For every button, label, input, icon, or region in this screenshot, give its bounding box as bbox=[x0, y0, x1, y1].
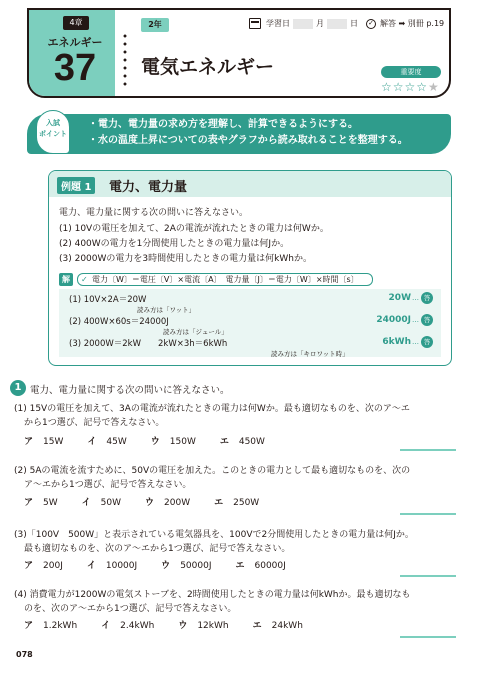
star-outline-icon: ☆☆☆☆ bbox=[381, 80, 429, 94]
example-header bbox=[49, 171, 451, 197]
leader-dots: … bbox=[412, 338, 419, 346]
dotted-divider bbox=[123, 32, 127, 88]
answer-line[interactable] bbox=[400, 575, 456, 577]
choice: ウ 12kWh bbox=[178, 621, 229, 631]
question-text: から1つ選び、記号で答えなさい。 bbox=[24, 418, 165, 428]
answer-mark: 答 bbox=[421, 314, 433, 326]
question-text: ア～エから1つ選び、記号で答えなさい。 bbox=[24, 480, 192, 490]
choice: ウ 150W bbox=[150, 437, 196, 447]
question-text: 最も適切なものを、次のア～エから1つ選び、記号で答えなさい。 bbox=[24, 544, 291, 554]
choice: ア 1.2kWh bbox=[24, 621, 78, 631]
key-point: ・水の温度上昇についての表やグラフから読み取れることを整理する。 bbox=[88, 135, 408, 146]
example-intro: 電力、電力量に関する次の問いに答えなさい。 bbox=[59, 208, 249, 218]
key-points-badge bbox=[36, 110, 70, 154]
choice: エ 450W bbox=[219, 437, 265, 447]
solution-work: (3) 2000W＝2kW 2kW×3h＝6kWh bbox=[69, 339, 228, 349]
formula-box: ✓ 電力〔W〕＝電圧〔V〕×電流〔A〕 電力量〔J〕＝電力〔W〕×時間〔s〕 bbox=[77, 273, 373, 286]
reading-note: 読み方は「キロワット時」 bbox=[271, 350, 349, 358]
example-tag: 例題 1 bbox=[57, 177, 95, 194]
chapter-header bbox=[27, 8, 451, 98]
solution-answer: 6kWh bbox=[382, 337, 411, 347]
month-label: 月 bbox=[316, 19, 324, 28]
question-text: のを、次のア～エから1つ選び、記号で答えなさい。 bbox=[24, 604, 237, 614]
choice: ウ 50000J bbox=[161, 561, 212, 571]
question-text: (4) 消費電力が1200Wの電気ストーブを、2時間使用したときの電力量は何kWhか。最も適切なも bbox=[14, 590, 411, 600]
answer-reference: 解答 ➡ 別冊 p.19 bbox=[380, 19, 445, 28]
example-title: 電力、電力量 bbox=[109, 180, 188, 195]
key-point: ・電力、電力量の求め方を理解し、計算できるようにする。 bbox=[88, 119, 358, 130]
leader-dots: … bbox=[412, 294, 419, 302]
choice: イ 50W bbox=[81, 498, 122, 508]
choice: ウ 200W bbox=[145, 498, 191, 508]
reading-note: 読み方は「ワット」 bbox=[137, 306, 196, 314]
example-question: (2) 400Wの電力を1分間使用したときの電力量は何Jか。 bbox=[59, 239, 290, 249]
unit-number: 37 bbox=[53, 47, 97, 89]
choice: ア 5W bbox=[24, 498, 58, 508]
problem-number: 1 bbox=[10, 380, 26, 396]
choice: ア 15W bbox=[24, 437, 64, 447]
choice: ア 200J bbox=[24, 561, 63, 571]
choice: イ 2.4kWh bbox=[101, 621, 155, 631]
answer-line[interactable] bbox=[400, 449, 456, 451]
reading-note: 読み方は「ジュール」 bbox=[163, 328, 228, 336]
study-date-row bbox=[249, 18, 444, 29]
example-question: (1) 10Vの電圧を加えて、2Aの電流が流れたときの電力は何Wか。 bbox=[59, 224, 329, 234]
leader-dots: … bbox=[412, 316, 419, 324]
problem-intro: 電力、電力量に関する次の問いに答えなさい。 bbox=[30, 385, 230, 396]
chapter-tag: 4章 bbox=[63, 16, 89, 30]
choice-row bbox=[24, 434, 265, 447]
month-field[interactable] bbox=[293, 19, 313, 29]
example-box bbox=[48, 170, 452, 366]
choice: イ 10000J bbox=[86, 561, 138, 571]
answer-mark: 答 bbox=[421, 292, 433, 304]
choice-row bbox=[24, 618, 303, 631]
solution-tag: 解 bbox=[59, 273, 73, 286]
choice-row bbox=[24, 558, 286, 571]
question-text: (2) 5Aの電流を流すために、50Vの電圧を加えた。このときの電力として最も適切なものを、次の bbox=[14, 466, 411, 476]
day-field[interactable] bbox=[327, 19, 347, 29]
answer-line[interactable] bbox=[400, 636, 456, 638]
choice: エ 24kWh bbox=[252, 621, 303, 631]
choice: エ 250W bbox=[214, 498, 260, 508]
importance-stars bbox=[381, 80, 440, 94]
key-points-list bbox=[88, 117, 408, 149]
solution-work: (1) 10V×2A＝20W bbox=[69, 295, 147, 305]
page-title: 電気エネルギー bbox=[141, 56, 275, 78]
answer-mark: 答 bbox=[421, 336, 433, 348]
solution-work: (2) 400W×60s＝24000J bbox=[69, 317, 169, 327]
study-day-label: 学習日 bbox=[266, 19, 290, 28]
answer-line[interactable] bbox=[400, 513, 456, 515]
question-text: (1) 15Vの電圧を加えて、3Aの電流が流れたときの電力は何Wか。最も適切なものを、次のア～エ bbox=[14, 404, 410, 414]
day-label: 日 bbox=[350, 19, 358, 28]
star-grey-icon: ★ bbox=[428, 80, 440, 94]
solution-answer: 24000J bbox=[376, 315, 411, 325]
year-tag: 2年 bbox=[141, 18, 169, 32]
question-text: (3)「100V 500W」と表示されている電気器具を、100Vで2分間使用したときの電力量は何Jか。 bbox=[14, 530, 414, 540]
page-number: 078 bbox=[16, 650, 33, 659]
solution-answer: 20W bbox=[388, 293, 411, 303]
chapter-badge bbox=[29, 10, 115, 96]
solution-area bbox=[59, 289, 441, 357]
choice-row bbox=[24, 495, 259, 508]
choice: イ 45W bbox=[87, 437, 127, 447]
example-question: (3) 2000Wの電力を3時間使用したときの電力量は何kWhか。 bbox=[59, 254, 312, 264]
badge-line-2: ポイント bbox=[39, 130, 67, 138]
calendar-icon bbox=[249, 18, 261, 29]
badge-line-1: 入試 bbox=[46, 119, 60, 127]
importance-label: 重要度 bbox=[381, 66, 441, 78]
check-icon: ✓ bbox=[366, 19, 376, 29]
choice: エ 60000J bbox=[235, 561, 286, 571]
unit-label: エネルギー bbox=[47, 36, 103, 49]
